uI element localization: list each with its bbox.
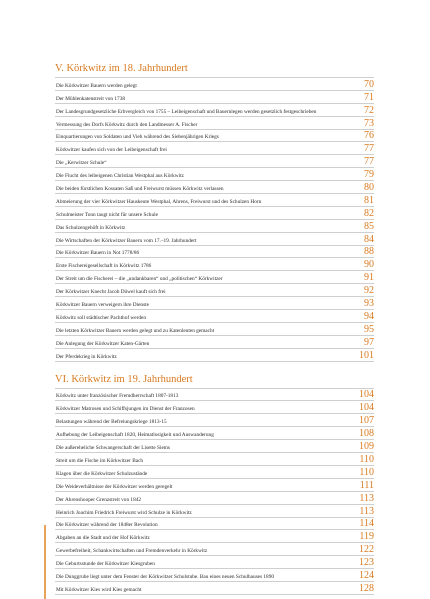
toc-entry bbox=[55, 529, 374, 542]
toc-entry-title: Der Landesgrundgesetzliche Erbvergleich von 1755 – Leibeigenschaft und Bauernlegen werden gesetzlich festgeschrieben bbox=[56, 108, 317, 115]
toc-entry-title: Gewerbefreiheit, Schankwirtschaften und Fremdenverkehr in Körkwitz bbox=[56, 548, 208, 555]
toc-entry-page: 90 bbox=[364, 259, 374, 271]
toc-entry-page: 80 bbox=[364, 182, 374, 194]
toc-entry-title: Die „Kerwitzer Schule“ bbox=[56, 160, 107, 167]
toc-entry-title: Die Flucht des leibeigenen Christian Westphal aus Körkwitz bbox=[56, 173, 184, 180]
toc-entry-page: 101 bbox=[359, 349, 374, 361]
toc-entry-title: Körkwitzer Bauern verweigern ihre Dienste bbox=[56, 302, 149, 309]
toc-entry-title: Körkwitzer Matrosen und Schiffsjungen im Dienst der Franzosen bbox=[56, 406, 195, 413]
toc-entry-page: 73 bbox=[364, 117, 374, 129]
toc-entry bbox=[55, 129, 374, 142]
toc-entry-page: 119 bbox=[359, 531, 374, 543]
chapter-heading: V. Körkwitz im 18. Jahrhundert bbox=[55, 63, 188, 74]
toc-entry bbox=[55, 452, 374, 465]
toc-entry bbox=[55, 245, 374, 258]
toc-entry-page: 114 bbox=[359, 518, 374, 530]
toc-entry bbox=[55, 542, 374, 555]
toc-entry-title: Die Geburtsstunde der Körkwitzer Kiesgruben bbox=[56, 561, 155, 568]
toc-entry bbox=[55, 555, 374, 568]
toc-entry bbox=[55, 439, 374, 452]
toc-entry-title: Erste Fischereigesellschaft in Körkwitz 1786 bbox=[56, 263, 152, 270]
table-of-contents bbox=[55, 62, 374, 595]
toc-entry bbox=[55, 413, 374, 426]
toc-entry-page: 110 bbox=[359, 466, 374, 478]
toc-entry-title: Die Körkwitzer Bauern in Not 1778/86 bbox=[56, 250, 140, 257]
toc-entry-title: Vermessung des Dorfs Körkwitz durch den Landmesser A. Fischer bbox=[56, 121, 198, 128]
toc-entry bbox=[55, 77, 374, 90]
toc-entry-page: 94 bbox=[364, 310, 374, 322]
margin-rule bbox=[44, 525, 46, 599]
toc-entry bbox=[55, 348, 374, 362]
toc-entry-title: Die Wirtschaften der Körkwitzer Bauern vom 17.–19. Jahrhundert bbox=[56, 237, 197, 244]
toc-entry-page: 123 bbox=[359, 557, 374, 569]
toc-entry-page: 113 bbox=[359, 492, 374, 504]
toc-entry bbox=[55, 270, 374, 283]
toc-list bbox=[55, 77, 374, 362]
toc-entry bbox=[55, 322, 374, 335]
toc-entry bbox=[55, 491, 374, 504]
toc-entry bbox=[55, 154, 374, 167]
toc-entry-title: Der Pferdekrieg in Körkwitz bbox=[56, 353, 117, 360]
toc-entry-page: 93 bbox=[364, 298, 374, 310]
toc-entry bbox=[55, 478, 374, 491]
toc-entry bbox=[55, 180, 374, 193]
toc-entry-title: Der Streit um die Fischerei – die „undankbaren“ und „politischen“ Körkwitzer bbox=[56, 276, 223, 283]
toc-entry-page: 104 bbox=[359, 389, 374, 401]
toc-list bbox=[55, 388, 374, 595]
toc-entry-title: Aufhebung der Leibeigenschaft 1820, Heimatlosigkeit und Auswanderung bbox=[56, 432, 214, 439]
toc-entry-title: Die letzten Körkwitzer Bauern werden gelegt und zu Katenleuten gemacht bbox=[56, 327, 215, 334]
toc-entry-title: Körkwitz soll städtischer Pachthof werden bbox=[56, 314, 147, 321]
toc-entry-title: Körkwitzer kaufen sich von der Leibeigenschaft frei bbox=[56, 147, 167, 154]
toc-entry-title: Klagen über die Körkwitzer Schulzustände bbox=[56, 470, 148, 477]
toc-entry-title: Der Ahrenshooper Grenzstreit von 1842 bbox=[56, 496, 142, 503]
toc-entry bbox=[55, 167, 374, 180]
toc-entry-page: 109 bbox=[359, 441, 374, 453]
toc-entry-page: 110 bbox=[359, 453, 374, 465]
toc-entry-title: Abmeierung der vier Körkwitzer Hauskeute Westphal, Ahrens, Freiwurst und des Schulzen Horn bbox=[56, 198, 262, 205]
toc-entry-title: Die beiden fürstlichen Kossaten Saß und Freiwurst müssen Körkwitz verlassen bbox=[56, 186, 224, 193]
toc-entry bbox=[55, 465, 374, 478]
toc-entry-page: 122 bbox=[359, 544, 374, 556]
toc-entry bbox=[55, 568, 374, 581]
toc-entry-title: Das Schulzengehöft in Körkwitz bbox=[56, 224, 126, 231]
toc-entry-title: Heinrich Joachim Friedrich Freiwurst wird Schulze in Körkwitz bbox=[56, 509, 192, 516]
toc-entry bbox=[55, 581, 374, 595]
toc-entry bbox=[55, 504, 374, 517]
toc-entry bbox=[55, 116, 374, 129]
toc-entry-page: 107 bbox=[359, 415, 374, 427]
toc-entry-title: Die außereheliche Schwangerschaft der Lisette Siems bbox=[56, 445, 170, 452]
toc-entry-title: Abgaben an die Stadt und der Hof Körkwitz bbox=[56, 535, 150, 542]
toc-entry-page: 72 bbox=[364, 104, 374, 116]
toc-entry bbox=[55, 309, 374, 322]
toc-entry bbox=[55, 283, 374, 296]
toc-entry-page: 84 bbox=[364, 233, 374, 245]
toc-entry-title: Belastungen während der Befreiungskriege 1813-15 bbox=[56, 419, 167, 426]
toc-entry-page: 108 bbox=[359, 428, 374, 440]
toc-entry-title: Die Dunggrube liegt unter dem Fenster der Körkwitzer Schulstube. Bau eines neuen Schulhauses 1890 bbox=[56, 573, 275, 580]
toc-entry-page: 104 bbox=[359, 402, 374, 414]
toc-entry-page: 97 bbox=[364, 336, 374, 348]
toc-entry bbox=[55, 141, 374, 154]
toc-entry bbox=[55, 90, 374, 103]
toc-entry bbox=[55, 388, 374, 401]
toc-entry-page: 79 bbox=[364, 169, 374, 181]
toc-entry-title: Der Mühlenkatenstreit von 1738 bbox=[56, 95, 125, 102]
toc-entry-title: Die Körkwitzer Bauern werden gelegt bbox=[56, 82, 137, 89]
toc-entry-title: Die Weideverhältnisse der Körkwitzer werden geregelt bbox=[56, 483, 173, 490]
toc-entry bbox=[55, 206, 374, 219]
toc-entry-page: 128 bbox=[359, 582, 374, 594]
toc-entry-page: 71 bbox=[364, 91, 374, 103]
toc-entry-title: Mit Körkwitzer Kies wird Kies gemacht bbox=[56, 586, 142, 593]
toc-entry-page: 77 bbox=[364, 143, 374, 155]
toc-entry-page: 124 bbox=[359, 569, 374, 581]
toc-entry-page: 95 bbox=[364, 323, 374, 335]
toc-entry-page: 77 bbox=[364, 156, 374, 168]
toc-entry bbox=[55, 257, 374, 270]
toc-entry-title: Die Anlegung der Körkwitzer Katen-Gärten bbox=[56, 340, 150, 347]
toc-entry-title: Schulmeister Tonn taugt nicht für unsere Schule bbox=[56, 211, 158, 218]
toc-entry bbox=[55, 400, 374, 413]
toc-entry bbox=[55, 219, 374, 232]
toc-entry bbox=[55, 103, 374, 116]
toc-entry-page: 113 bbox=[359, 505, 374, 517]
toc-entry-title: Körkwitz unter französischer Fremdherrschaft 1807-1813 bbox=[56, 393, 179, 400]
chapter-heading: VI. Körkwitz im 19. Jahrhundert bbox=[55, 373, 193, 385]
toc-entry bbox=[55, 335, 374, 348]
toc-entry-title: Einquartierungen von Soldaten und Vieh während des Siebenjährigen Kriegs bbox=[56, 134, 219, 141]
toc-entry-page: 88 bbox=[364, 246, 374, 258]
toc-entry-title: Die Körkwitzer während der 1848er Revolution bbox=[56, 522, 158, 529]
toc-entry-page: 92 bbox=[364, 285, 374, 297]
toc-entry bbox=[55, 193, 374, 206]
toc-entry bbox=[55, 517, 374, 530]
toc-entry-page: 70 bbox=[364, 78, 374, 90]
toc-entry-page: 76 bbox=[364, 130, 374, 142]
toc-entry bbox=[55, 426, 374, 439]
toc-entry-page: 85 bbox=[364, 220, 374, 232]
toc-entry bbox=[55, 232, 374, 245]
toc-entry-title: Der Körkwitzer Knecht Jacob Düwel kauft sich frei bbox=[56, 289, 166, 296]
toc-entry bbox=[55, 296, 374, 309]
toc-entry-page: 91 bbox=[364, 272, 374, 284]
toc-entry-title: Streit um die Fische im Körkwitzer Bach bbox=[56, 457, 144, 464]
toc-entry-page: 81 bbox=[364, 194, 374, 206]
toc-entry-page: 82 bbox=[364, 207, 374, 219]
toc-entry-page: 111 bbox=[359, 479, 374, 491]
